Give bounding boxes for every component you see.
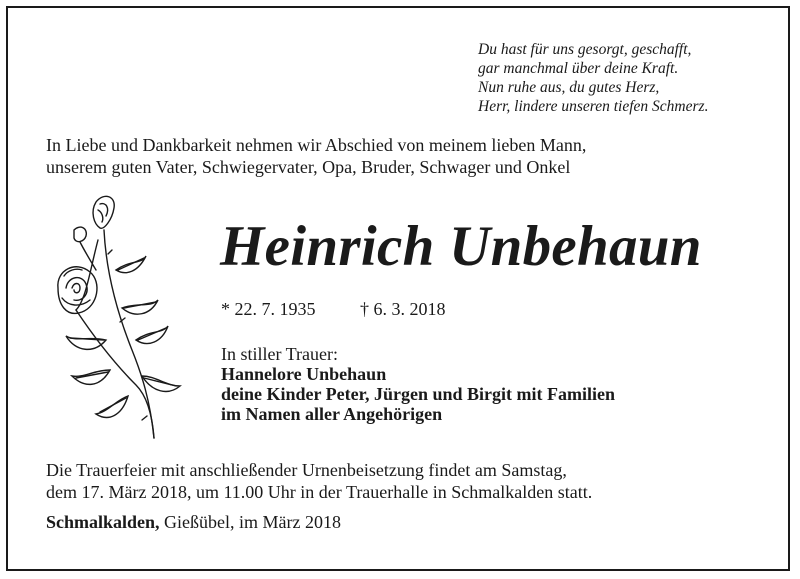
mourner-line: im Namen aller Angehörigen xyxy=(221,404,443,424)
roses-icon xyxy=(46,190,186,440)
place-name: Schmalkalden, xyxy=(46,512,160,532)
intro-text xyxy=(46,134,766,178)
poem-line: Du hast für uns gesorgt, geschafft, xyxy=(478,41,692,58)
poem-line: Herr, lindere unseren tiefen Schmerz. xyxy=(478,98,709,115)
intro-line: unserem guten Vater, Schwiegervater, Opa, Bruder, Schwager und Onkel xyxy=(46,157,571,177)
funeral-line: Die Trauerfeier mit anschließender Urnenbeisetzung findet am Samstag, xyxy=(46,460,567,480)
place-date: Gießübel, im März 2018 xyxy=(159,512,341,532)
funeral-line: dem 17. März 2018, um 11.00 Uhr in der Trauerhalle in Schmalkalden statt. xyxy=(46,482,593,502)
mourners xyxy=(221,344,615,424)
poem-line: Nun ruhe aus, du gutes Herz, xyxy=(478,79,660,96)
poem xyxy=(478,40,778,116)
mourner-line: deine Kinder Peter, Jürgen und Birgit mit Familien xyxy=(221,384,615,404)
intro-line: In Liebe und Dankbarkeit nehmen wir Abschied von meinem lieben Mann, xyxy=(46,135,587,155)
poem-line: gar manchmal über deine Kraft. xyxy=(478,60,679,77)
birth-date: * 22. 7. 1935 xyxy=(221,299,316,319)
mourning-heading: In stiller Trauer: xyxy=(221,344,338,364)
life-dates xyxy=(221,299,446,320)
mourner-line: Hannelore Unbehaun xyxy=(221,364,387,384)
death-date: † 6. 3. 2018 xyxy=(360,299,446,319)
deceased-name: Heinrich Unbehaun xyxy=(220,215,702,278)
funeral-info xyxy=(46,459,592,503)
place-and-date xyxy=(46,512,341,533)
